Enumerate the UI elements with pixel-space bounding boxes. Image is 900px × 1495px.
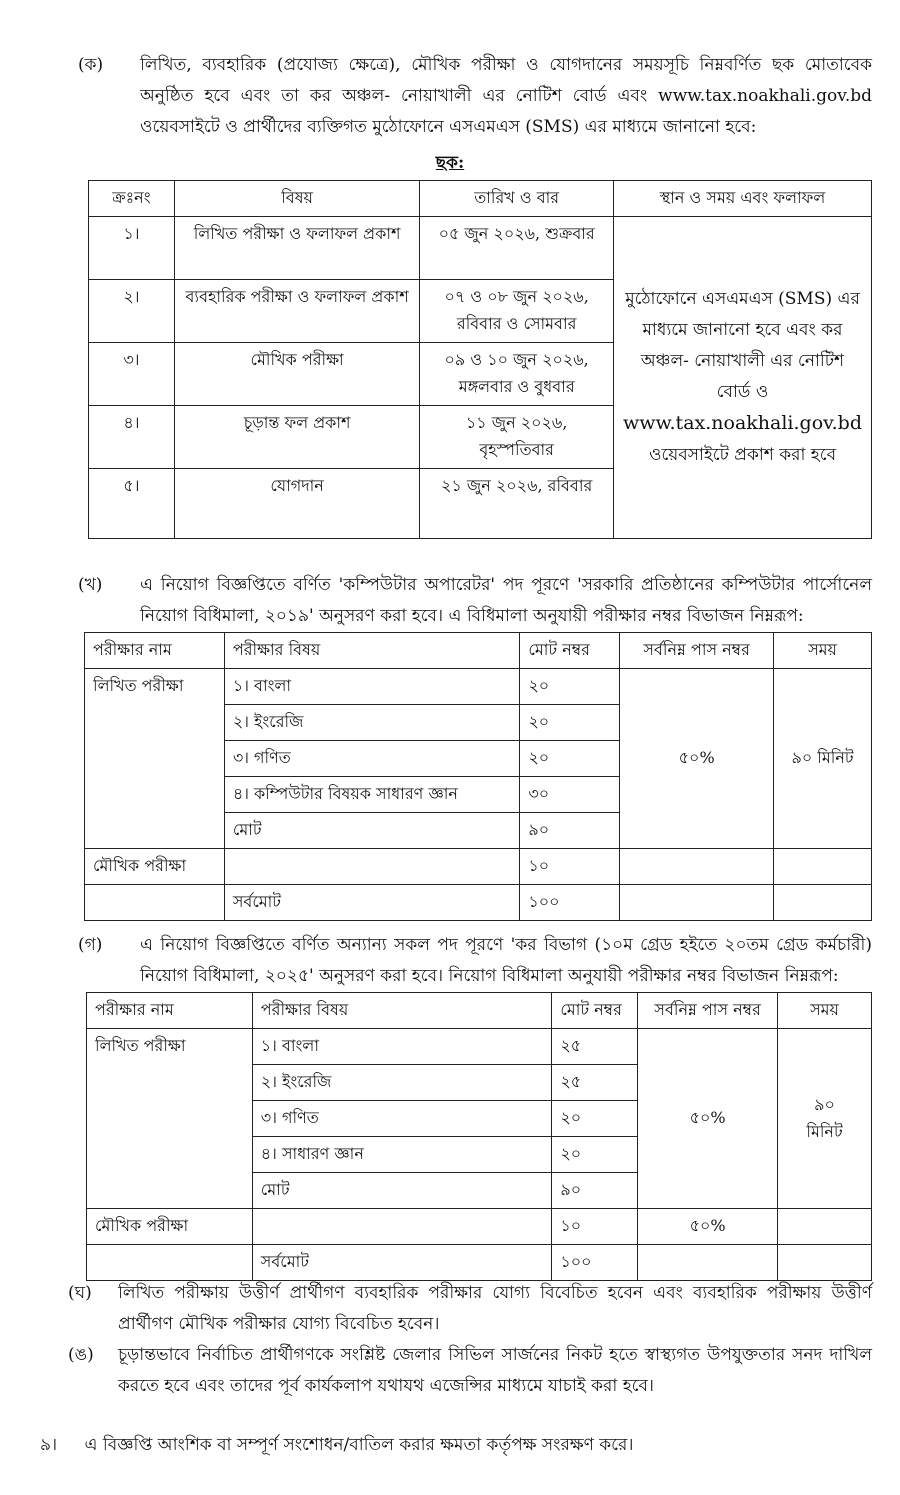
- empty-cell: [620, 849, 774, 885]
- marks-header: পরীক্ষার বিষয়: [252, 993, 552, 1029]
- section-ga: [78, 930, 872, 992]
- table-row: [85, 885, 872, 921]
- date-cell: ১১ জুন ২০২৬, বৃহস্পতিবার: [420, 406, 614, 469]
- marks-cell: ২০: [552, 1101, 638, 1137]
- exam-subject-cell: ৩। গণিত: [252, 1101, 552, 1137]
- empty-cell: [638, 1245, 778, 1281]
- grand-total-label: সর্বমোট: [224, 885, 520, 921]
- section-marker: (গ): [78, 935, 103, 955]
- marks-header: মোট নম্বর: [520, 633, 620, 669]
- section-text: এ নিয়োগ বিজ্ঞপ্তিতে বর্ণিত অন্যান্য সকল পদ পূরণে 'কর বিভাগ (১০ম গ্রেড হইতে ২০তম গ্রেড কর্মচারী) নিয়োগ বিধিমালা, ২০২৫' অনুসরণ করা হবে। নিয়োগ বিধিমালা অনুযায়ী পরীক্ষার নম্বর বিভাজন নিম্নরূপ:: [140, 935, 872, 986]
- date-cell: ০৫ জুন ২০২৬, শুক্রবার: [420, 217, 614, 280]
- section-text: লিখিত, ব্যবহারিক (প্রযোজ্য ক্ষেত্রে), মৌখিক পরীক্ষা ও যোগদানের সময়সূচি নিম্নবর্ণিত ছক মোতাবেক অনুষ্ঠিত হবে এবং তা কর অঞ্চল- নোয়াখালী এর নোটিশ বোর্ড এবং www.tax.noakhali.gov.bd ওয়েবসাইটে ও প্রার্থীদের ব্যক্তিগত মুঠোফোনে এসএমএস (SMS) এর মাধ্যমে জানানো হবে:: [140, 55, 872, 137]
- marks-cell: ৯০: [552, 1173, 638, 1209]
- marks-header: সর্বনিম্ন পাস নম্বর: [638, 993, 778, 1029]
- subject-cell: মৌখিক পরীক্ষা: [174, 343, 419, 406]
- empty-cell: [87, 1245, 253, 1281]
- date-cell: ২১ জুন ২০২৬, রবিবার: [420, 469, 614, 539]
- chhok-label: ছক:: [435, 153, 465, 173]
- marks-cell: ২০: [520, 669, 620, 705]
- empty-cell: [252, 1209, 552, 1245]
- table-row: [89, 217, 872, 280]
- date-cell: ০৯ ও ১০ জুন ২০২৬, মঙ্গলবার ও বুধবার: [420, 343, 614, 406]
- section-text: এ নিয়োগ বিজ্ঞপ্তিতে বর্ণিত 'কম্পিউটার অপারেটর' পদ পূরণে 'সরকারি প্রতিষ্ঠানের কম্পিউটার পার্সোনেল নিয়োগ বিধিমালা, ২০১৯' অনুসরণ করা হবে। এ বিধিমালা অনুযায়ী পরীক্ষার নম্বর বিভাজন নিম্নরূপ:: [140, 575, 872, 626]
- serial-cell: ৪।: [89, 406, 175, 469]
- section-ka: [78, 50, 872, 143]
- marks-cell: ১০: [520, 849, 620, 885]
- exam-name-cell: মৌখিক পরীক্ষা: [85, 849, 225, 885]
- section-marker: (ঘ): [68, 1283, 92, 1303]
- table-row: [85, 849, 872, 885]
- exam-name-cell: লিখিত পরীক্ষা: [85, 669, 225, 849]
- pass-marks-cell: ৫০%: [638, 1029, 778, 1209]
- marks-header: সর্বনিম্ন পাস নম্বর: [620, 633, 774, 669]
- time-cell: [778, 1029, 872, 1209]
- exam-subject-cell: ৩। গণিত: [224, 741, 520, 777]
- marks-cell: ১০: [552, 1209, 638, 1245]
- section-text: চূড়ান্তভাবে নির্বাচিত প্রার্থীগণকে সংশ্লিষ্ট জেলার সিভিল সার্জনের নিকট হতে স্বাস্থ্যগত উপযুক্ততার সনদ দাখিল করতে হবে এবং তাদের পূর্ব কার্যকলাপ যথাযথ এজেন্সির মাধ্যমে যাচাই করা হবে।: [118, 1345, 872, 1396]
- exam-subject-cell: মোট: [224, 813, 520, 849]
- section-text: লিখিত পরীক্ষায় উত্তীর্ণ প্রার্থীগণ ব্যবহারিক পরীক্ষার যোগ্য বিবেচিত হবেন এবং ব্যবহারিক পরীক্ষায় উত্তীর্ণ প্রার্থীগণ মৌখিক পরীক্ষার যোগ্য বিবেচিত হবেন।: [118, 1283, 872, 1334]
- marks-table-ga: [86, 992, 872, 1281]
- marks-cell: ২০: [520, 705, 620, 741]
- section-gha: [68, 1278, 872, 1340]
- time-unit: মিনিট: [806, 1121, 843, 1141]
- section-marker: (খ): [78, 575, 103, 595]
- table-row: [85, 669, 872, 705]
- clause-text: এ বিজ্ঞপ্তি আংশিক বা সম্পূর্ণ সংশোধন/বাতিল করার ক্ষমতা কর্তৃপক্ষ সংরক্ষণ করে।: [84, 1435, 634, 1455]
- time-value: ৯০: [814, 1094, 835, 1114]
- marks-cell: ২০: [520, 741, 620, 777]
- empty-cell: [774, 849, 872, 885]
- marks-header: সময়: [774, 633, 872, 669]
- pass-marks-cell: ৫০%: [638, 1209, 778, 1245]
- empty-cell: [778, 1245, 872, 1281]
- schedule-header: ক্রঃনং: [89, 181, 175, 217]
- marks-cell: ৯০: [520, 813, 620, 849]
- marks-header: পরীক্ষার বিষয়: [224, 633, 520, 669]
- empty-cell: [774, 885, 872, 921]
- exam-subject-cell: ১। বাংলা: [224, 669, 520, 705]
- subject-cell: যোগদান: [174, 469, 419, 539]
- schedule-header: বিষয়: [174, 181, 419, 217]
- section-kha: [78, 570, 872, 632]
- serial-cell: ১।: [89, 217, 175, 280]
- serial-cell: ২।: [89, 280, 175, 343]
- marks-table-kha: [84, 632, 872, 921]
- time-cell: ৯০ মিনিট: [774, 669, 872, 849]
- place-note-cell: [613, 217, 871, 539]
- schedule-table: [88, 180, 872, 539]
- schedule-header: স্থান ও সময় এবং ফলাফল: [613, 181, 871, 217]
- serial-cell: ৩।: [89, 343, 175, 406]
- marks-cell: ২৫: [552, 1065, 638, 1101]
- exam-name-cell: লিখিত পরীক্ষা: [87, 1029, 253, 1209]
- place-note-text: ওয়েবসাইটে প্রকাশ করা হবে: [648, 445, 837, 465]
- exam-subject-cell: ২। ইংরেজি: [252, 1065, 552, 1101]
- grand-total-label: সর্বমোট: [252, 1245, 552, 1281]
- empty-cell: [224, 849, 520, 885]
- empty-cell: [778, 1209, 872, 1245]
- exam-subject-cell: ১। বাংলা: [252, 1029, 552, 1065]
- place-note-url: www.tax.noakhali.gov.bd: [622, 412, 862, 434]
- exam-subject-cell: ২। ইংরেজি: [224, 705, 520, 741]
- marks-cell: ৩০: [520, 777, 620, 813]
- table-row: [87, 1245, 872, 1281]
- schedule-header: তারিখ ও বার: [420, 181, 614, 217]
- marks-cell: ১০০: [520, 885, 620, 921]
- subject-cell: চূড়ান্ত ফল প্রকাশ: [174, 406, 419, 469]
- subject-cell: ব্যবহারিক পরীক্ষা ও ফলাফল প্রকাশ: [174, 280, 419, 343]
- exam-subject-cell: ৪। কম্পিউটার বিষয়ক সাধারণ জ্ঞান: [224, 777, 520, 813]
- marks-cell: ২০: [552, 1137, 638, 1173]
- marks-header: পরীক্ষার নাম: [85, 633, 225, 669]
- section-umo: [68, 1340, 872, 1402]
- table-row: [87, 1029, 872, 1065]
- clause-9: [40, 1432, 880, 1460]
- exam-subject-cell: মোট: [252, 1173, 552, 1209]
- marks-cell: ২৫: [552, 1029, 638, 1065]
- empty-cell: [85, 885, 225, 921]
- pass-marks-cell: ৫০%: [620, 669, 774, 849]
- marks-header: মোট নম্বর: [552, 993, 638, 1029]
- exam-subject-cell: ৪। সাধারণ জ্ঞান: [252, 1137, 552, 1173]
- empty-cell: [620, 885, 774, 921]
- section-marker: (ক): [78, 55, 104, 75]
- subject-cell: লিখিত পরীক্ষা ও ফলাফল প্রকাশ: [174, 217, 419, 280]
- exam-name-cell: মৌখিক পরীক্ষা: [87, 1209, 253, 1245]
- marks-header: পরীক্ষার নাম: [87, 993, 253, 1029]
- marks-header: সময়: [778, 993, 872, 1029]
- date-cell: ০৭ ও ০৮ জুন ২০২৬, রবিবার ও সোমবার: [420, 280, 614, 343]
- serial-cell: ৫।: [89, 469, 175, 539]
- section-marker: (ঙ): [68, 1345, 94, 1365]
- place-note-text: মুঠোফোনে এসএমএস (SMS) এর মাধ্যমে জানানো হবে এবং কর অঞ্চল- নোয়াখালী এর নোটিশ বোর্ড ও: [625, 289, 860, 402]
- marks-cell: ১০০: [552, 1245, 638, 1281]
- table-row: [87, 1209, 872, 1245]
- clause-marker: ৯।: [40, 1435, 58, 1455]
